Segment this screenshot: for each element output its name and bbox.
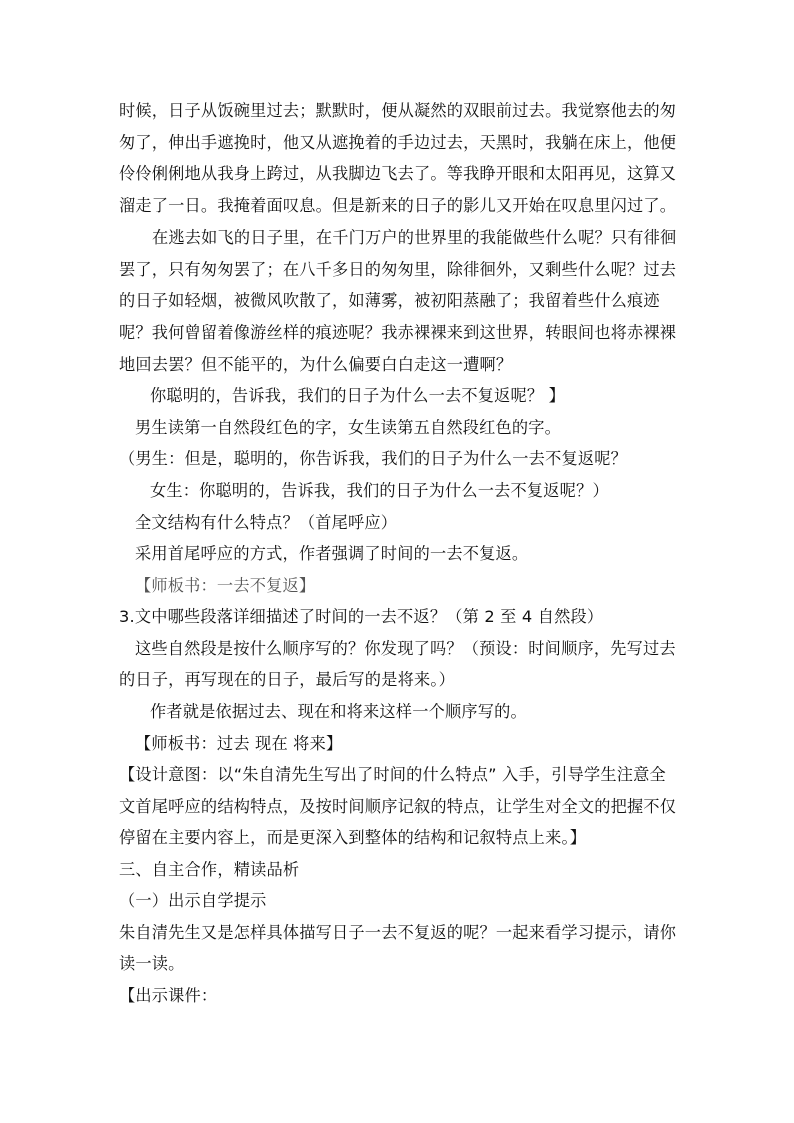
text-line: 读一读。 — [119, 954, 185, 973]
section-item: 3.文中哪些段落详细描述了时间的一去不返？（第 2 至 4 自然段） — [119, 607, 604, 626]
text-line: 男生读第一自然段红色的字，女生读第五自然段红色的字。 — [135, 418, 562, 437]
blackboard-note: 【师板书：过去 现在 将来】 — [135, 734, 343, 753]
design-intent: 文首尾呼应的结构特点，及按时间顺序记叙的特点，让学生对全文的把握不仅 — [119, 797, 677, 816]
text-line: 朱自清先生又是怎样具体描写日子一去不复返的呢？一起来看学习提示，请你 — [119, 923, 677, 942]
text-line: （男生：但是，聪明的，你告诉我，我们的日子为什么一去不复返呢？ — [119, 449, 628, 468]
design-intent: 停留在主要内容上，而是更深入到整体的结构和记叙特点上来。】 — [119, 828, 587, 847]
text-line: 女生：你聪明的，告诉我，我们的日子为什么一去不复返呢？） — [150, 481, 609, 500]
text-line: 你聪明的，告诉我，我们的日子为什么一去不复返呢？ 】 — [150, 386, 566, 405]
text-line: 作者就是依据过去、现在和将来这样一个顺序写的。 — [150, 702, 527, 721]
text-line: 这些自然段是按什么顺序写的？你发现了吗？（预设：时间顺序，先写过去 — [135, 639, 676, 658]
text-line: 伶伶俐俐地从我身上跨过，从我脚边飞去了。等我睁开眼和太阳再见，这算又 — [119, 164, 677, 183]
section-heading: 三、自主合作，精读品析 — [119, 860, 300, 879]
text-line: 采用首尾呼应的方式，作者强调了时间的一去不复返。 — [135, 544, 529, 563]
text-line: 呢？我何曾留着像游丝样的痕迹呢？我赤裸裸来到这世界，转眼间也将赤裸裸 — [119, 323, 677, 342]
text-line: 的日子如轻烟，被微风吹散了，如薄雾，被初阳蒸融了；我留着些什么痕迹 — [119, 291, 660, 310]
text-line: 匆了，伸出手遮挽时，他又从遮挽着的手边过去，天黑时，我躺在床上，他便 — [119, 133, 677, 152]
text-line: 的日子，再写现在的日子，最后写的是将来。） — [119, 670, 456, 689]
design-intent: 【设计意图：以“朱自清先生写出了时间的什么特点” 入手，引导学生注意全 — [119, 765, 666, 784]
text-line: 时候，日子从饭碗里过去；默默时，便从凝然的双眼前过去。我觉察他去的匆 — [119, 101, 677, 120]
text-line: 在逃去如飞的日子里，在千门万户的世界里的我能做些什么呢？只有徘徊 — [152, 228, 677, 247]
subsection-heading: （一）出示自学提示 — [119, 891, 267, 910]
text-line: 溜走了一日。我掩着面叹息。但是新来的日子的影儿又开始在叹息里闪过了。 — [119, 196, 677, 215]
blackboard-note: 【师板书：一去不复返】 — [135, 576, 316, 595]
text-line: 罢了，只有匆匆罢了；在八千多日的匆匆里，除徘徊外，又剩些什么呢？过去 — [119, 260, 677, 279]
text-line: 地回去罢？但不能平的，为什么偏要白白走这一遭啊？ — [119, 355, 513, 374]
text-line: 全文结构有什么特点？（首尾呼应） — [135, 513, 398, 532]
courseware-note: 【出示课件： — [119, 986, 218, 1005]
